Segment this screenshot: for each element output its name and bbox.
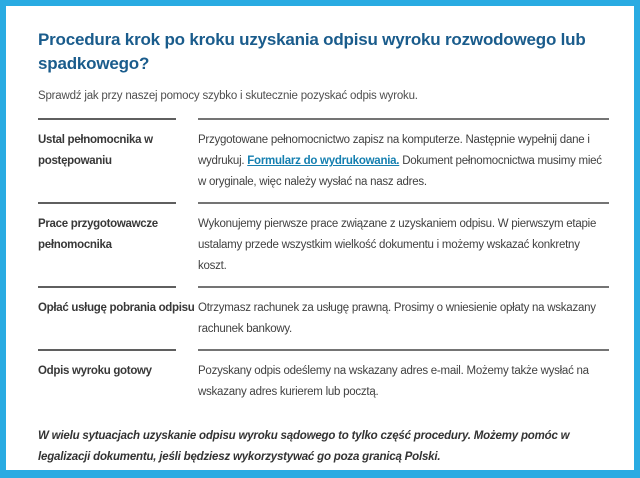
footer-note: W wielu sytuacjach uzyskanie odpisu wyroku sądowego to tylko część procedury. Możemy pomóc w legalizacji dokumentu, jeśli będziesz wykorzystywać go poza granicą Polski.: [38, 430, 570, 463]
print-form-link[interactable]: Formularz do wydrukowania.: [247, 155, 400, 167]
step-description: [198, 130, 609, 193]
step-desc-cell: [198, 202, 609, 286]
step-label-cell: [38, 118, 198, 202]
step-desc-cell: [198, 349, 609, 412]
step-description: Otrzymasz rachunek za usługę prawną. Prosimy o wniesienie opłaty na wskazany rachunek bankowy.: [198, 302, 596, 335]
step-text-before-link: Przygotowane pełnomocnictwo zapisz na komputerze. Następnie wypełnij dane i wydrukuj.: [198, 134, 590, 167]
step-label-cell: [38, 286, 198, 349]
step-row-1: [38, 118, 609, 202]
steps-table: [38, 118, 609, 412]
step-row-4: [38, 349, 609, 412]
step-row-3: [38, 286, 609, 349]
step-text-after-link: Dokument pełnomocnictwa musimy mieć w oryginale, więc należy wysłać na nasz adres.: [198, 155, 602, 188]
step-description: Pozyskany odpis odeślemy na wskazany adres e-mail. Możemy także wysłać na wskazany adres kurierem lub pocztą.: [198, 365, 589, 398]
step-label-cell: [38, 202, 198, 286]
step-label: Opłać usługę pobrania odpisu: [38, 302, 195, 314]
step-desc-cell: [198, 118, 609, 202]
content-inner: [6, 6, 634, 468]
page-title: Procedura krok po kroku uzyskania odpisu wyroku rozwodowego lub spadkowego?: [38, 30, 586, 73]
step-description: Wykonujemy pierwsze prace związane z uzyskaniem odpisu. W pierwszym etapie ustalamy przede wszystkim wielkość dokumentu i możemy wskazać konkretny koszt.: [198, 218, 597, 272]
intro-text: Sprawdź jak przy naszej pomocy szybko i skutecznie pozyskać odpis wyroku.: [38, 90, 418, 102]
step-row-2: [38, 202, 609, 286]
step-label: Ustal pełnomocnika w postępowaniu: [38, 134, 153, 167]
step-label: Odpis wyroku gotowy: [38, 365, 152, 377]
step-label: Prace przygotowawcze pełnomocnika: [38, 218, 158, 251]
step-label-cell: [38, 349, 198, 412]
step-desc-cell: [198, 286, 609, 349]
